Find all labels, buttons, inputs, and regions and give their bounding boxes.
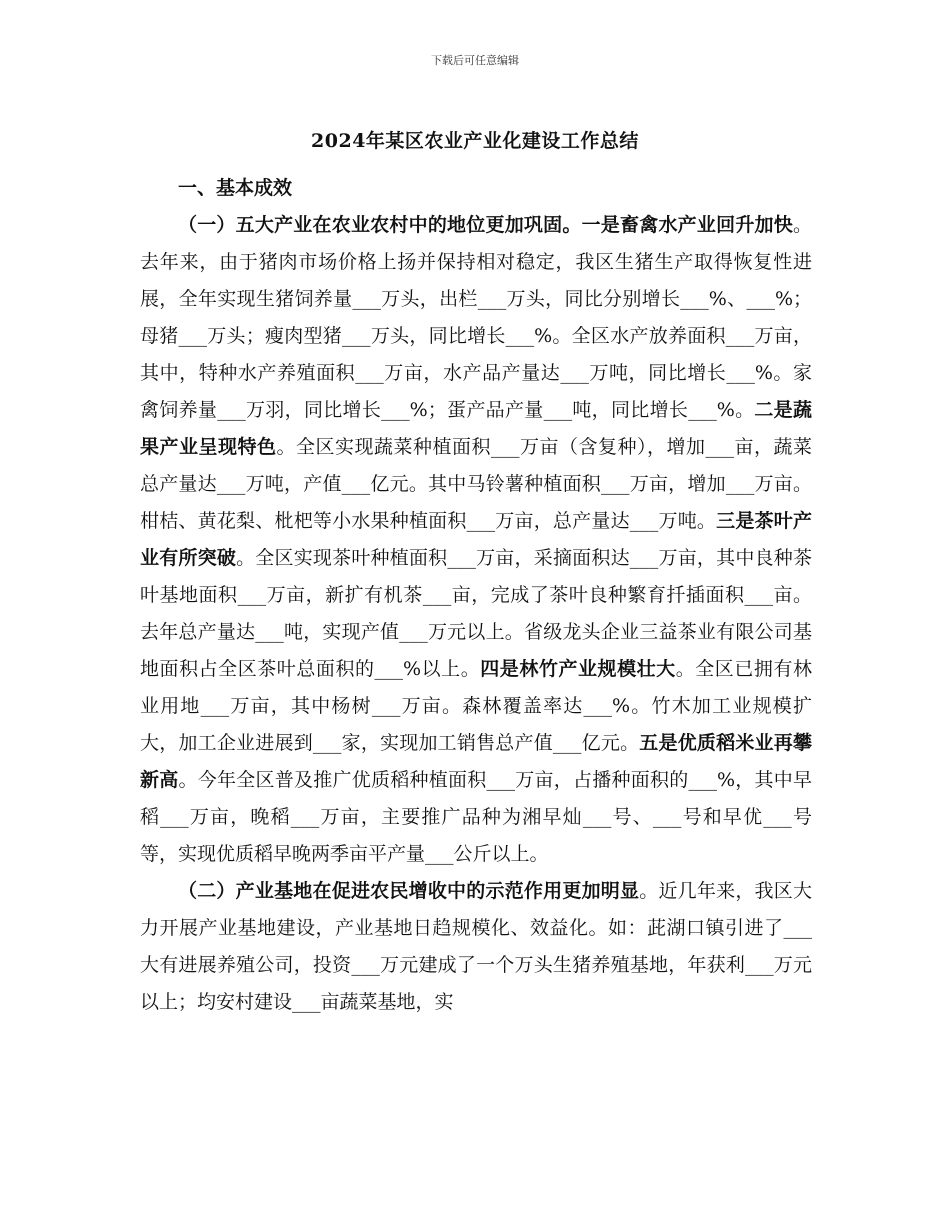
paragraph-2-text: 。近几年来，我区大力开展产业基地建设，产业基地日趋规模化、效益化。如：茈湖口镇引进了___大有进展养殖公司，投资___万元建成了一个万头生猪养殖基地，年获利___万元以上；均安村建设___亩蔬菜基地，实 — [140, 880, 812, 1013]
point-3-heading: 三是茶叶产业有所突破 — [140, 510, 812, 569]
section-heading: 一、基本成效 — [178, 177, 293, 199]
document-body — [140, 170, 812, 1021]
point-3-text: 。全区实现茶叶种植面积___万亩，采摘面积达___万亩，其中良种茶叶基地面积___万亩，新扩有机茶___亩，完成了茶叶良种繁育扦插面积___亩。去年总产量达___吨，实现产值___万元以上。省级龙头企业三益茶业有限公司基地面积占全区茶叶总面积的___%以上。 — [140, 547, 812, 680]
point-4-heading: 四是林竹产业规模壮大 — [480, 658, 676, 680]
point-2-text: 。全区实现蔬菜种植面积___万亩（含复种），增加___亩，蔬菜总产量达___万吨，产值___亿元。其中马铃薯种植面积___万亩，增加___万亩。柑桔、黄花梨、枇杷等小水果种植面积___万亩，总产量达___万吨。 — [140, 436, 812, 532]
point-5-text: 。今年全区普及推广优质稻种植面积___万亩，占播种面积的___%，其中早稻___万亩，晚稻___万亩，主要推广品种为湘早灿___号、___号和早优___号等，实现优质稻早晚两季亩平产量___公斤以上。 — [140, 769, 812, 865]
point-1-heading: 一是畜禽水产业回升加快 — [581, 214, 793, 236]
paragraph-1-heading: （一）五大产业在农业农村中的地位更加巩固。 — [178, 214, 582, 236]
point-2-heading: 二是蔬果产业呈现特色 — [140, 399, 812, 458]
point-5-heading: 五是优质稻米业再攀新高 — [140, 732, 812, 791]
page-header-note: 下载后可任意编辑 — [431, 54, 519, 67]
paragraph-2-heading: （二）产业基地在促进农民增收中的示范作用更加明显 — [178, 880, 640, 902]
point-1-text: 。去年来，由于猪肉市场价格上扬并保持相对稳定，我区生猪生产取得恢复性进展，全年实现生猪饲养量___万头，出栏___万头，同比分别增长___%、___%；母猪___万头；瘦肉型猪___万头，同比增长___%。全区水产放养面积___万亩，其中，特种水产养殖面积___万亩，水产品产量达___万吨，同比增长___%。家禽饲养量___万羽，同比增长___%；蛋产品产量___吨，同比增长___%。 — [140, 214, 812, 421]
point-4-text: 。全区已拥有林业用地___万亩，其中杨树___万亩。森林覆盖率达___%。竹木加工业规模扩大，加工企业进展到___家，实现加工销售总产值___亿元。 — [140, 658, 812, 754]
paragraph-2 — [140, 873, 812, 1021]
document-title: 2024年某区农业产业化建设工作总结 — [311, 130, 639, 152]
paragraph-1 — [140, 207, 812, 873]
